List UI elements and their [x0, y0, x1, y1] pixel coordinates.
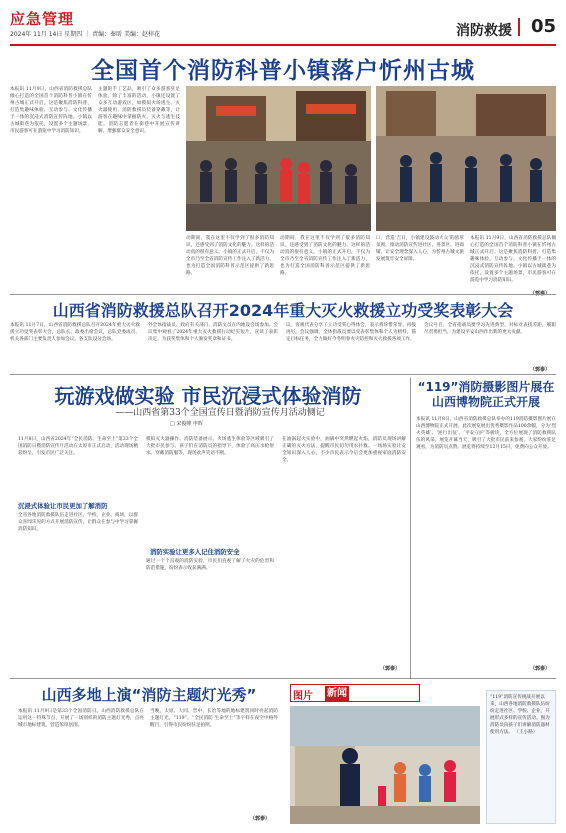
- masthead: [10, 8, 556, 46]
- article1-col4: 口，营造‘吉日，小镇建设鼓动大众’的浓厚氛围，推动消防宣传进社区、进景区、进商铺，让安全理念深入人心，为忻州古城文旅发展筑牢安全屏障。: [376, 236, 464, 262]
- article1-col4b: 本报讯 11月9日，山西省消防救援总队倾心打造的全国首个消防科普小镇在忻州古城正式开启。这是聚焦消防科普，打造集趣味体验、互动参与、文化传播于一体的沉浸式消防宣传阵地。小镇以古城街巷为依托，设置多个主题场景，市民游客可在游览中学习消防知识。: [470, 236, 556, 283]
- article3-headline: 玩游戏做实验 市民沉浸式体验消防: [54, 384, 362, 408]
- sidebar-divider: [410, 378, 411, 678]
- sidebar-sign: （郭泰）: [530, 666, 551, 672]
- picture-news-label-b: 新闻: [327, 688, 347, 699]
- picture-news-label-a: 图片: [293, 691, 313, 702]
- article2-col1: 本报讯 11月7日，山西省消防救援总队召开2024年重大灭火救援立功受奖表彰大会。总队长、政委出席会议，总队党委成员、机关各部门主要负责人参加会议，各支队设分会场。: [10, 323, 140, 342]
- article1-col2: 主题的手工艺品，吸引了众多游客驻足体验。除了丰富的活动，小镇还设置了众多互动游戏区，如模拟火场逃生、灭火器使用、消防救援员装备穿戴等，让游客在趣味中掌握防火、灭火与逃生技能。消防志愿者在街巷中开展宣传讲解，增强群众安全意识。: [98, 87, 180, 134]
- article3-subhead1: 沉浸式体验让市民更加了解消防: [18, 502, 108, 510]
- article1-col3: 动期间，我在这里不仅学到了很多消防知识，还感受到了消防文化的魅力。这样的活动真的很有意义。小镇的正式开启，不仅为全市乃至全省消防宣传工作注入了新活力，也为打造全国消防科普示范区提供了新思路。: [186, 236, 274, 276]
- article3-subhead2: 消防实验让更多人记住消防安全: [150, 548, 240, 556]
- article2-col2: 外全体指战员、政府有关部门、消防文员在内地设会场参加。会议集中观看了2024年重大灭火救援行动纪实短片，宣读了表彰决定，为获奖集体和个人颁发奖章和证书。: [148, 323, 278, 342]
- divider-3: [10, 678, 556, 679]
- article2-headline: 山西省消防救援总队召开2024年重大灭火救援立功受奖表彰大会: [52, 301, 514, 320]
- issue-meta: 2024年 11月 14日 星期四 ｜ 责编：秦昕 美编：赵梓花: [10, 31, 160, 38]
- article3-col2b: 通过一个个直观的消防实验，市民们直观了解了火灾的危害和防范措施，纷纷表示收获满满。: [146, 559, 274, 571]
- article4-headline: 山西多地上演“消防主题灯光秀”: [41, 686, 257, 704]
- article3-col2: 模拟灭火器操作、消防装备展示、火场逃生体验等区域吸引了大批市民参与。孩子们在消防员的指导下，体验了高压水枪射水、穿戴消防服等，现场欢声笑语不断。: [146, 437, 274, 456]
- firefighter-kids-photo: [290, 706, 480, 824]
- divider-2: [10, 374, 556, 375]
- page-number: 05: [530, 16, 556, 37]
- article3-author: □ 宋俊峰 申晖: [170, 421, 203, 427]
- street-scene-photo: [186, 86, 371, 231]
- sidebar-body: 本报讯 11月8日，山西省消防救援总队举办的119消防摄影图片展在山西博物院正式开展。此次展览展出优秀摄影作品100余幅，分为‘烈火英雄’、‘逆行出征’、‘平安守护’等板块，全方位展现了消防救援队伍的风采。展览开幕当天，吸引了大批市民前来参观，大家纷纷驻足观看，为消防员点赞。展览将持续至12月15日，免费向公众开放。: [416, 417, 556, 450]
- section-title: 消防救援: [456, 23, 512, 39]
- article4-col1: 本报讯 11月9日是第33个全国消防日。山西消防救援总队在运用这一特殊节点，开展了一场别样的消防主题灯光秀，点亮城市地标建筑，营造浓厚氛围。: [18, 709, 144, 728]
- section-divider: [518, 18, 520, 36]
- article3-sign: （郭泰）: [380, 666, 401, 672]
- article4-col2: 当晚，太原、大同、晋中、长治等地的地标建筑同时亮起消防主题灯光，“119”、“全民消防 生命至上”等字样在夜空中格外醒目，引得市民纷纷驻足拍照。: [150, 709, 278, 728]
- picture-news-label: [290, 684, 420, 702]
- article4-sign: （郭泰）: [250, 816, 271, 822]
- article2-sign: （郭泰）: [530, 367, 551, 373]
- article3-col1: 11月8日，山西省2024年“全民消防、生命至上”第33个全国消防日暨消防宣传月活动在太原市正式启动，活动现场精彩纷呈，引发市民广泛关注。: [18, 437, 138, 456]
- article2-col4: 会议号召，全省指战员要学习先进典型，对标对表找差距，履职尽责勇担当，为建设平安山西作出新的更大贡献。: [424, 323, 556, 335]
- crowd-photo: [376, 86, 556, 231]
- article3-col1b: 全省各地消防救援队伍走进社区、学校、企业、商场，以群众喜闻乐见的方式开展消防宣传，让群众在参与中学习掌握消防知识。: [18, 513, 138, 532]
- sidebar-headline: “119”消防摄影图片展在山西博物院正式开展: [417, 380, 555, 409]
- picture-news-photo: [290, 706, 480, 824]
- article1-photo-2: [376, 86, 556, 231]
- picture-news-caption: “119”消防宣传挑战开展以来，山西各地消防救援队伍纷纷走进社区、学校、企业，开展形式多样的宣传活动。图为消防员向孩子们讲解消防器材使用方法。 （王小路）: [486, 690, 556, 824]
- article1-photo: [186, 86, 371, 231]
- brand-title: 应急管理: [10, 10, 75, 28]
- article1-col3b: 动期间，我在这里不仅学到了很多消防知识，还感受到了消防文化的魅力。这样的活动真的很有意义。小镇的正式开启，不仅为全市乃至全省消防宣传工作注入了新活力，也为打造全国消防科普示范区提供了新思路。: [280, 236, 370, 276]
- article3-col3: 在油锅起火实验中，油锅中突然燃起火焰，消防员现场讲解正确的灭火方法，提醒市民切勿用水扑救。一场场实验让安全知识深入人心，不少市民表示今后会更加重视家庭消防安全。: [282, 437, 406, 463]
- article3-subtitle: ——山西省第33个全国宣传日暨消防宣传月活动侧记: [115, 408, 325, 418]
- divider-1: [10, 294, 556, 295]
- article2-col3: 议，客观代表分享了立功受奖心得体会，表示将珍惜荣誉、再接再厉。会议强调，全体指战员要以受表彰集体和个人为榜样，锚定目标任务，全力做好今冬明春火灾防控和灭火救援各项工作。: [286, 323, 416, 342]
- article1-headline: 全国首个消防科普小镇落户忻州古城: [91, 58, 475, 84]
- article1-col1: 本报讯 11月9日，山西省消防救援总队倾心打造的全国首个消防科普小镇在忻州古城正式开启。这是聚焦消防科普，打造集趣味体验、互动参与、文化传播于一体的沉浸式消防宣传阵地。小镇以古城街巷为依托，设置多个主题场景，市民游客可在游览中学习消防知识。: [10, 87, 92, 134]
